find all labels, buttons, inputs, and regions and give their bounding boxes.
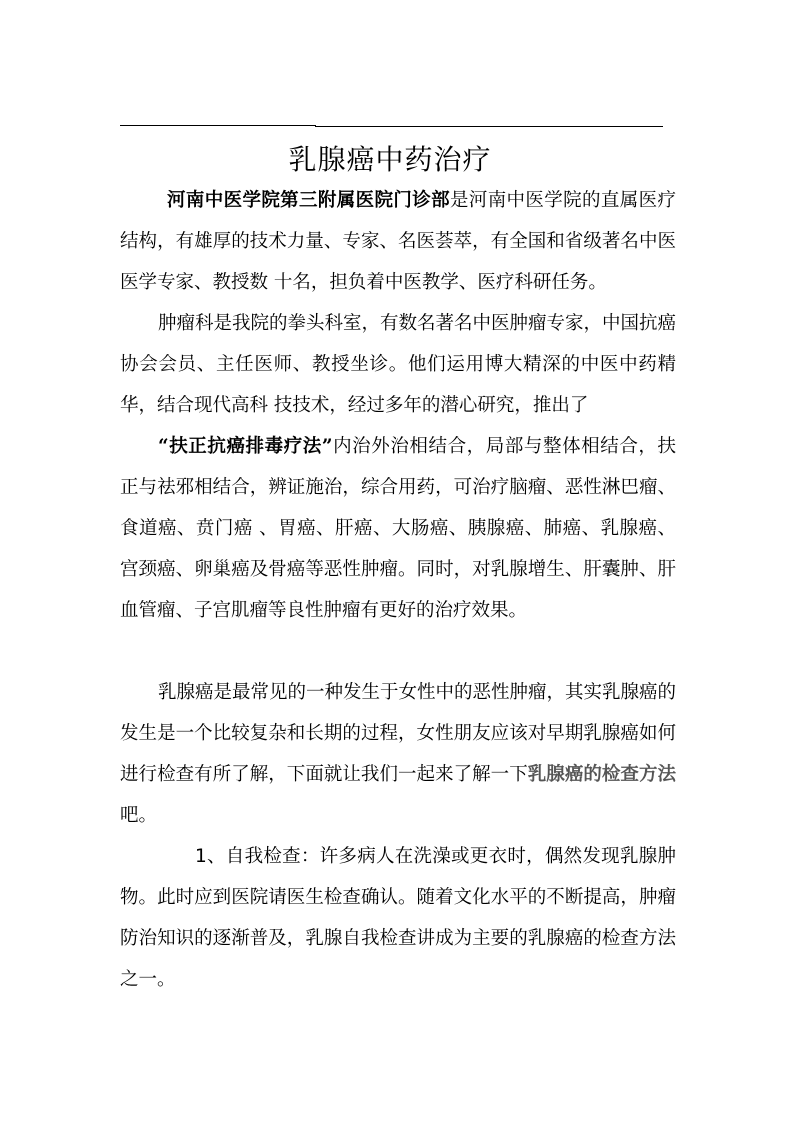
paragraph-breast-cancer-intro (120, 672, 676, 836)
paragraph-oncology-dept (120, 303, 676, 426)
header-rule (120, 125, 316, 126)
document-title: 乳腺癌中药治疗 (288, 143, 492, 176)
exam-methods-link[interactable]: 乳腺癌的检查方法 (527, 764, 676, 785)
header-rule (315, 126, 663, 127)
paragraph-hospital-intro (120, 180, 676, 303)
paragraph-text: 是河南中医学院的直属医疗结构，有雄厚的技术力量、专家、名医荟萃，有全国和省级著名中医医学专家、教授数 十名，担负着中医教学、医疗科研任务。 (120, 190, 676, 293)
hospital-name: 河南中医学院第三附属医院门诊部 (167, 190, 450, 211)
paragraph-text: 内治外治相结合，局部与整体相结合，扶正与祛邪相结合，辨证施治，综合用药，可治疗脑瘤、恶性淋巴瘤、食道癌、贲门癌 、胃癌、肝癌、大肠癌、胰腺癌、肺癌、乳腺癌、宫颈癌、卵巢癌及骨癌等恶性肿瘤。同时，对乳腺增生、肝囊肿、肝血管瘤、子宫肌瘤等良性肿瘤有更好的治疗效果。 (120, 436, 676, 621)
paragraph-text: 1、自我检查：许多病人在洗澡或更衣时，偶然发现乳腺肿物。此时应到医院请医生检查确认。随着文化水平的不断提高，肿瘤防治知识的逐渐普及，乳腺自我检查讲成为主要的乳腺癌的检查方法之一。 (120, 846, 676, 990)
paragraph-text: 肿瘤科是我院的拳头科室，有数名著名中医肿瘤专家，中国抗癌协会会员、主任医师、教授坐诊。他们运用博大精深的中医中药精华，结合现代高科 技技术，经过多年的潜心研究，推出了 (120, 313, 677, 416)
paragraph-self-exam (120, 836, 676, 1000)
paragraph-tail: 吧。 (120, 805, 158, 826)
blank-line (120, 631, 676, 672)
therapy-name: “扶正抗癌排毒疗法” (158, 436, 333, 457)
document-body (120, 180, 676, 1000)
paragraph-therapy-method (120, 426, 676, 631)
paragraph-text: 乳腺癌是最常见的一种发生于女性中的恶性肿瘤，其实乳腺癌的发生是一个比较复杂和长期的过程，女性朋友应该对早期乳腺癌如何进行检查有所了解，下面就让我们一起来了解一下 (120, 682, 677, 785)
